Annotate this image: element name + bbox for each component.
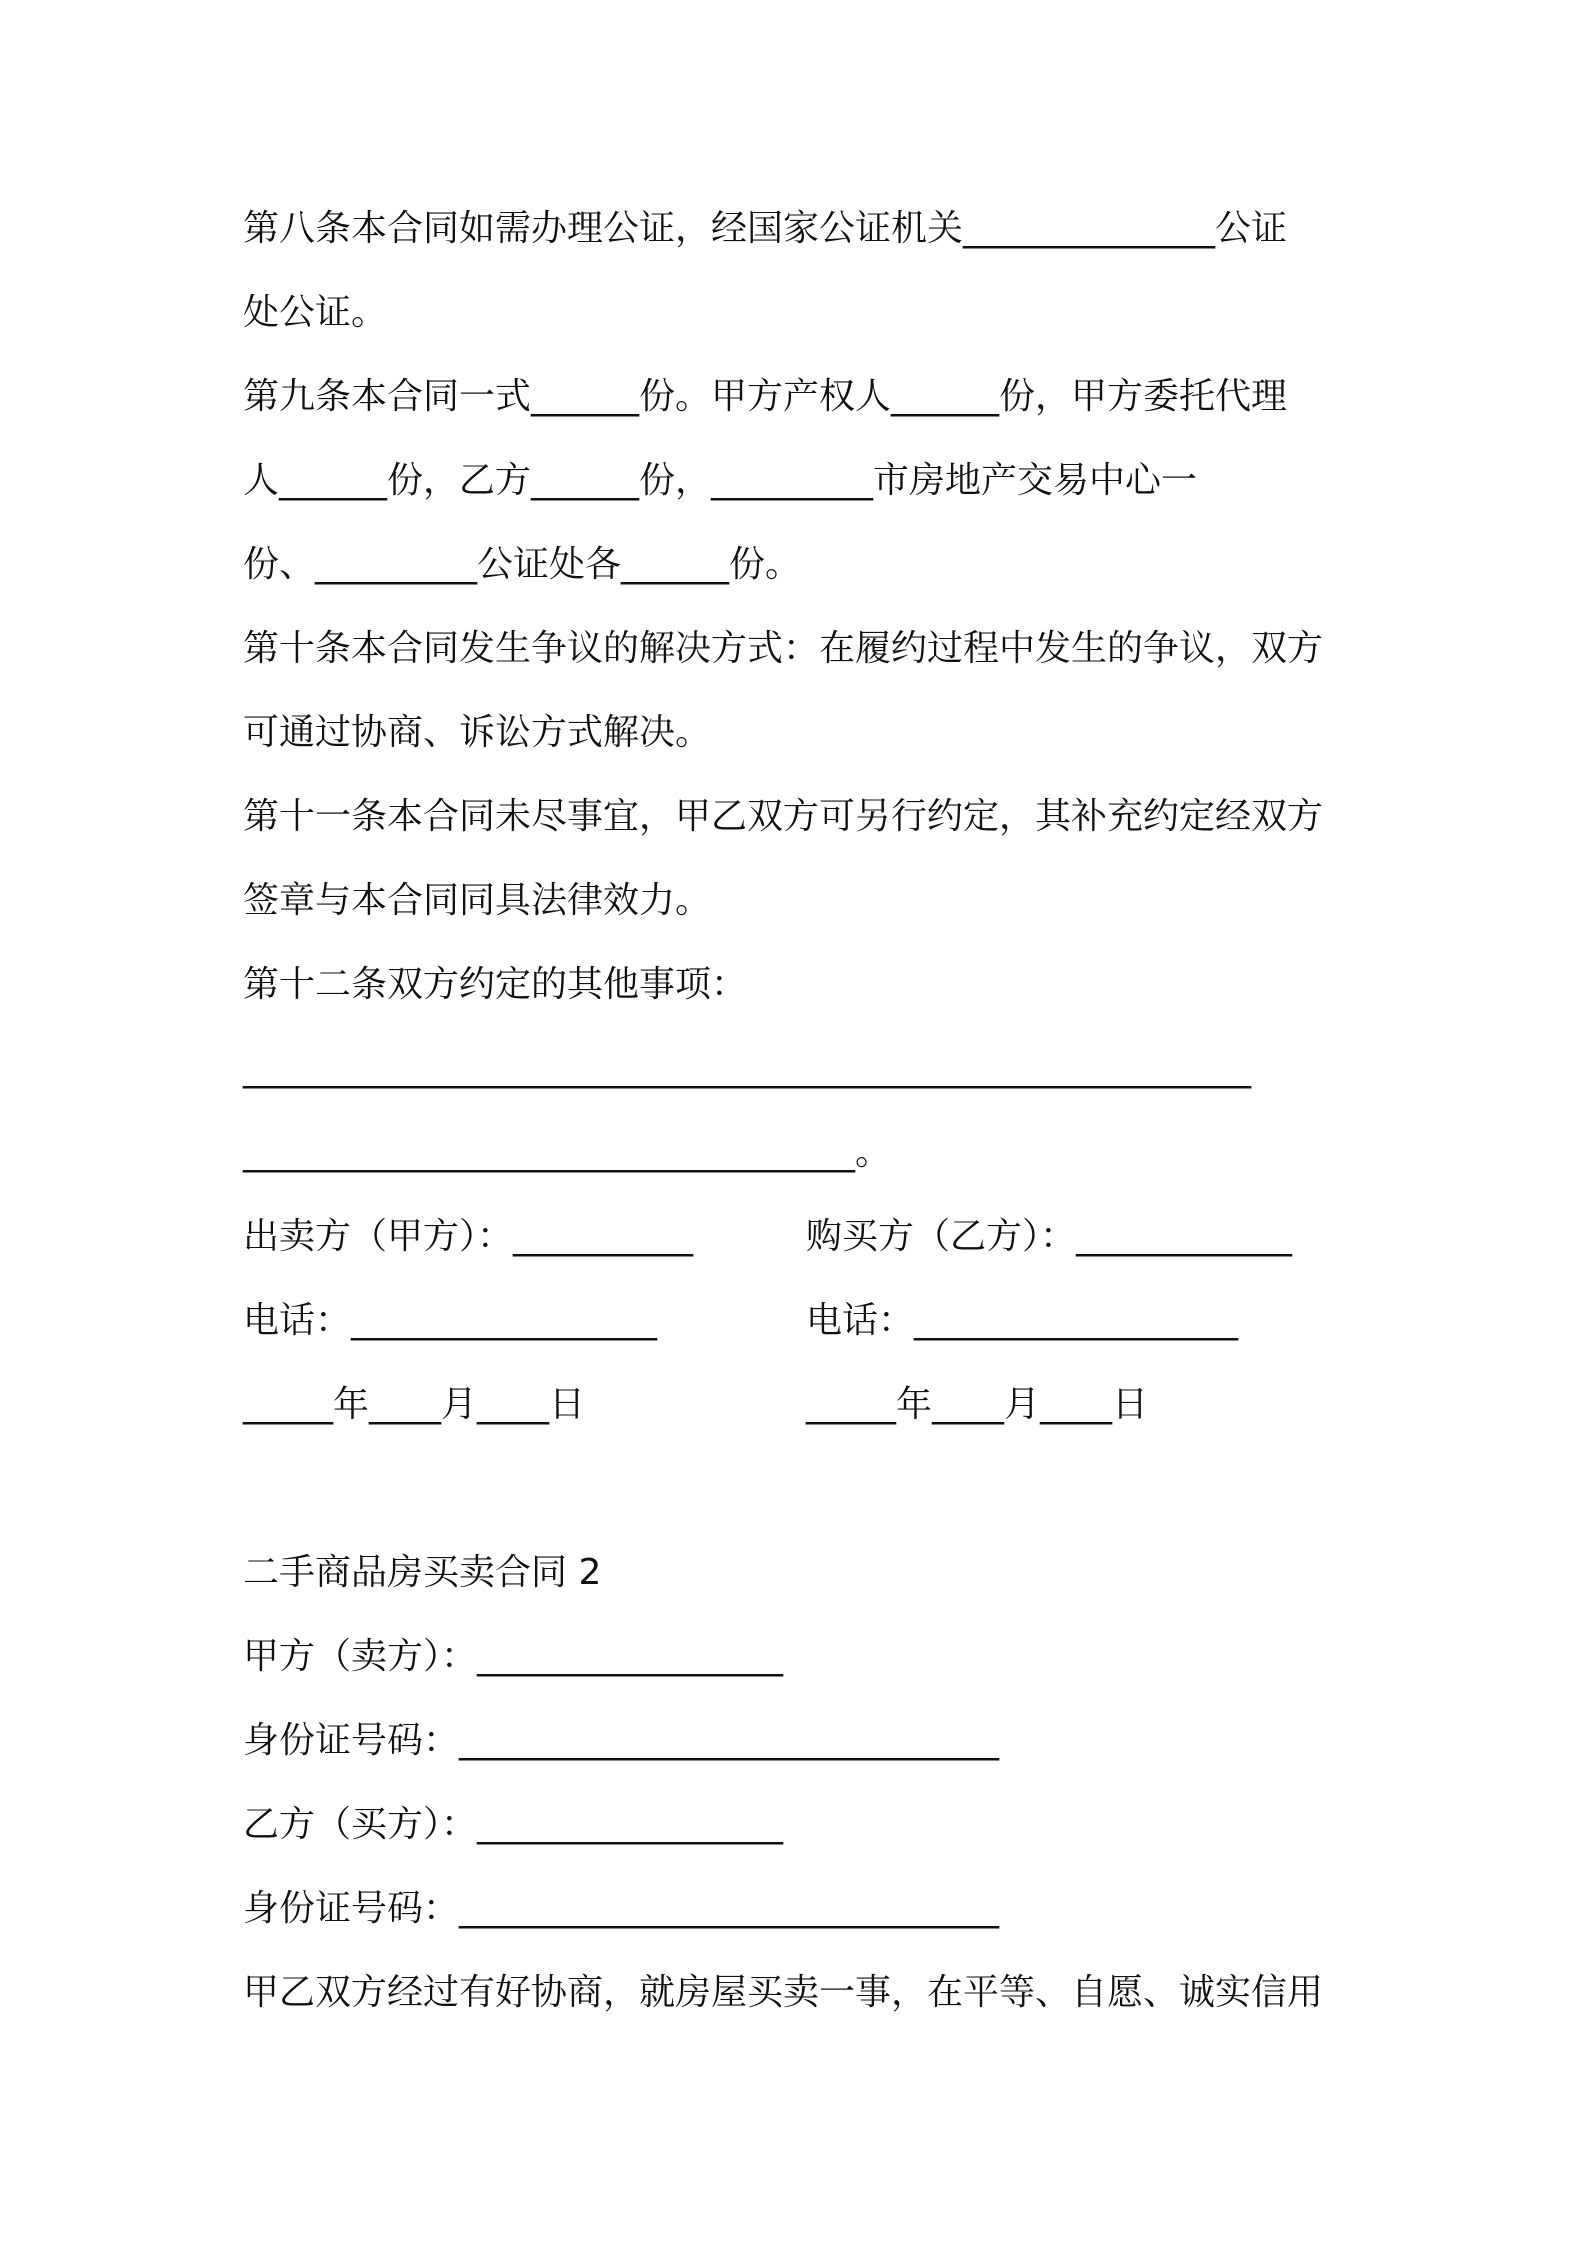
- article-11-line-2: 签章与本合同同具法律效力。: [243, 880, 712, 921]
- seller-date: _____年____月____日: [243, 1384, 585, 1425]
- article-12-blank-line-2: __________________________________。: [243, 1132, 891, 1173]
- article-9-line-1: 第九条本合同一式______份。甲方产权人______份，甲方委托代理: [243, 376, 1288, 417]
- buyer-date: _____年____月____日: [806, 1384, 1148, 1425]
- party-a-seller: 甲方（卖方）：_________________: [243, 1636, 784, 1677]
- contract-2-title: 二手商品房买卖合同 2: [243, 1552, 602, 1593]
- party-b-id-number: 身份证号码：______________________________: [243, 1888, 1000, 1929]
- article-8-line-2: 处公证。: [243, 292, 388, 333]
- article-12-heading: 第十二条双方约定的其他事项：: [243, 964, 748, 1005]
- article-12-blank-line-1: ________________________________________________________: [243, 1048, 1251, 1089]
- party-b-buyer: 乙方（买方）：_________________: [243, 1804, 784, 1845]
- seller-phone: 电话：_________________: [243, 1300, 658, 1341]
- contract-2-intro: 甲乙双方经过有好协商，就房屋买卖一事，在平等、自愿、诚实信用: [243, 1972, 1324, 2013]
- article-11-line-1: 第十一条本合同未尽事宜，甲乙双方可另行约定，其补充约定经双方: [243, 796, 1324, 837]
- article-10-line-2: 可通过协商、诉讼方式解决。: [243, 712, 712, 753]
- article-9-line-2: 人______份，乙方______份，_________市房地产交易中心一: [243, 460, 1198, 501]
- party-a-id-number: 身份证号码：______________________________: [243, 1720, 1000, 1761]
- seller-signature-label: 出卖方（甲方）：__________: [243, 1216, 694, 1257]
- article-9-line-3: 份、_________公证处各______份。: [243, 544, 802, 585]
- article-8-line-1: 第八条本合同如需办理公证，经国家公证机关______________公证: [243, 208, 1288, 249]
- buyer-signature-label: 购买方（乙方）：____________: [806, 1216, 1293, 1257]
- article-10-line-1: 第十条本合同发生争议的解决方式：在履约过程中发生的争议，双方: [243, 628, 1324, 669]
- buyer-phone: 电话：__________________: [806, 1300, 1239, 1341]
